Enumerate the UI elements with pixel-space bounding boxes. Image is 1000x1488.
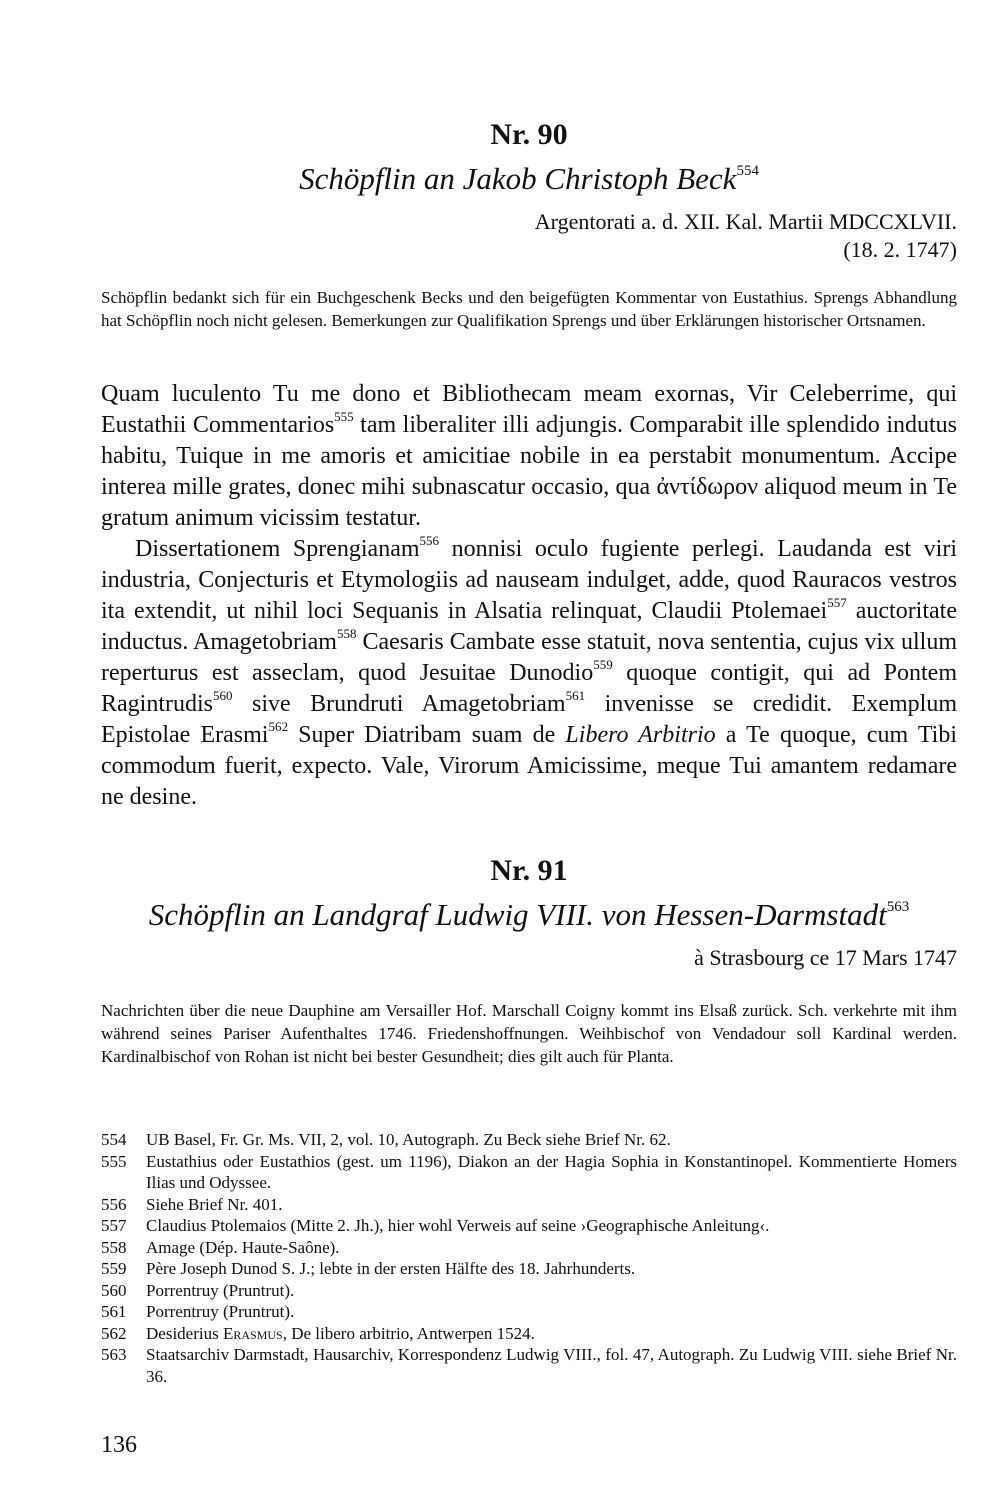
footnote-ref-560: 560 [213, 688, 233, 703]
text-run: Dissertationem Sprengianam [135, 536, 420, 562]
footnote [101, 1258, 957, 1280]
italic-title: Libero Arbitrio [565, 722, 716, 748]
footnote-number: 556 [101, 1194, 127, 1214]
letter-90-title [101, 160, 957, 198]
footnote [101, 1215, 957, 1237]
footnote-text: Père Joseph Dunod S. J.; lebte in der ersten Hälfte des 18. Jahrhunderts. [146, 1259, 636, 1278]
letter-90-dateline-latin: Argentorati a. d. XII. Kal. Martii MDCCXLVII. [534, 209, 957, 234]
letter-90-regest: Schöpflin bedankt sich für ein Buchgeschenk Becks und den beigefügten Kommentar von Eustathius. Sprengs Abhandlung hat Schöpflin noch nicht gelesen. Bemerkungen zur Qualifikation Sprengs und über Erklärungen historischer Ortsnamen. [101, 288, 957, 330]
letter-91-regest: Nachrichten über die neue Dauphine am Versailler Hof. Marschall Coigny kommt ins Elsaß zurück. Sch. verkehrte mit ihm während seines Pariser Aufenthaltes 1746. Friedenshoffnungen. Weihbischof von Vendadour soll Kardinal werden. Kardinalbischof von Rohan ist nicht bei bester Gesundheit; dies gilt auch für Planta. [101, 1001, 957, 1066]
text-run: tam liberaliter illi adjungis. Comparabit ille splendido indutus habitu, Tuique in me amoris et amicitiae nobile in ea perstabit monumentum. Accipe interea mille grates, donec mihi subnascatur occasio, qua ἀντίδωρον aliquod meum in Te gratum animum vicissim testatur. [101, 412, 957, 531]
text-run: Quam luculento Tu me dono et Bibliothecam meam exornas, Vir Celeberrime, qui Eustathii Commentarios [101, 381, 957, 438]
footnote [101, 1323, 957, 1345]
footnote [101, 1344, 957, 1387]
footnote-text: Porrentruy (Pruntrut). [146, 1280, 295, 1300]
footnotes [101, 1129, 957, 1387]
letter-90-dateline-modern: (18. 2. 1747) [843, 237, 957, 262]
letter-90-body [101, 379, 957, 813]
letter-90-title-text: Schöpflin an Jakob Christoph Beck [299, 161, 737, 196]
letter-91-title [101, 896, 957, 934]
footnote-text: Eustathius oder Eustathios (gest. um 1196), Diakon an der Hagia Sophia in Konstantinopel. Kommentierte Homers Ilias und Odyssee. [146, 1151, 957, 1192]
letter-91-title-footnote-ref: 563 [886, 899, 910, 915]
letter-91-title-text: Schöpflin an Landgraf Ludwig VIII. von Hessen-Darmstadt [148, 897, 887, 932]
footnote-ref-562: 562 [268, 719, 288, 734]
text-run: nonnisi oculo fugiente perlegi. Laudanda est viri industria, Conjecturis et Etymologiis ad nauseam indulget, adde, quod Rauracos vestros ita extendit, ut nihil loci Sequanis in Alsatia relinquat, Claudii Ptolemaei [101, 536, 957, 624]
letter-90-paragraph-1 [101, 379, 957, 534]
footnote-text: Porrentruy (Pruntrut). [146, 1302, 295, 1321]
footnote-number: 559 [101, 1259, 127, 1278]
footnote-ref-558: 558 [336, 626, 357, 641]
letter-90-title-footnote-ref: 554 [736, 163, 759, 179]
footnote [101, 1280, 957, 1302]
text-run: , De libero arbitrio, Antwerpen 1524. [282, 1323, 535, 1343]
letter-90-dateline [101, 208, 957, 264]
letter-90-number: Nr. 90 [490, 118, 568, 151]
footnote-number: 560 [101, 1280, 127, 1300]
footnote-ref-559: 559 [593, 657, 613, 672]
text-run: sive Brundruti Amagetobriam [232, 691, 566, 717]
page-number: 136 [101, 1432, 137, 1458]
text-run: auctoritate inductus. Amagetobriam [101, 598, 957, 655]
letter-90-paragraph-2 [101, 534, 957, 813]
footnote-text: Amage (Dép. Haute-Saône). [146, 1237, 340, 1257]
letter-91-number: Nr. 91 [490, 854, 568, 887]
footnote-number: 563 [101, 1345, 127, 1364]
footnote-text [146, 1323, 957, 1345]
footnote-ref-555: 555 [334, 409, 354, 424]
text-run: Super Diatribam suam de [287, 722, 566, 748]
footnote [101, 1237, 957, 1259]
footnote-text: Staatsarchiv Darmstadt, Hausarchiv, Korrespondenz Ludwig VIII., fol. 47, Autograph. Zu Ludwig VIII. siehe Brief Nr. 36. [146, 1345, 957, 1386]
footnote-number: 554 [101, 1130, 127, 1149]
footnote-text: Claudius Ptolemaios (Mitte 2. Jh.), hier wohl Verweis auf seine ›Geographische Anleitung‹. [146, 1216, 770, 1235]
letter-91-dateline: à Strasbourg ce 17 Mars 1747 [694, 945, 957, 970]
footnote-number: 562 [101, 1323, 127, 1343]
footnote-ref-561: 561 [565, 688, 586, 703]
footnote-number: 558 [101, 1237, 127, 1257]
footnote-number: 555 [101, 1151, 127, 1171]
text-run: quoque contigit, qui ad Pontem Ragintrudis [101, 660, 957, 717]
footnote [101, 1129, 957, 1151]
text-run: invenisse se credidit. Exemplum Epistolae Erasmi [101, 691, 957, 748]
footnote-number: 561 [101, 1302, 127, 1321]
footnote-text: UB Basel, Fr. Gr. Ms. VII, 2, vol. 10, Autograph. Zu Beck siehe Brief Nr. 62. [146, 1130, 671, 1149]
text-run: Desiderius [146, 1323, 223, 1343]
footnote-ref-557: 557 [827, 595, 847, 610]
footnote [101, 1194, 957, 1216]
footnote-ref-556: 556 [419, 533, 440, 548]
author-name: Erasmus [222, 1323, 283, 1343]
footnote [101, 1301, 957, 1323]
text-run: Caesaris Cambate esse statuit, nova sententia, cujus vix ullum reperturus est asseclam, quod Jesuitae Dunodio [101, 629, 958, 686]
footnote [101, 1151, 957, 1194]
footnote-text: Siehe Brief Nr. 401. [146, 1194, 283, 1214]
footnote-number: 557 [101, 1216, 127, 1235]
text-run: a Te quoque, cum Tibi commodum fuerit, expecto. Vale, Virorum Amicissime, meque Tui amantem redamare ne desine. [101, 722, 958, 810]
